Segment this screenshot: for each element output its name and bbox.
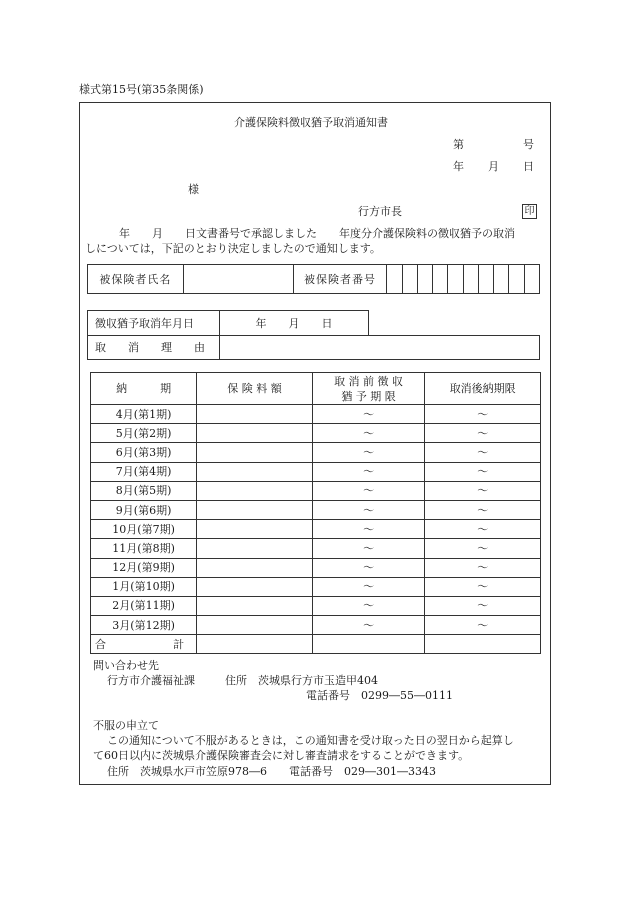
total-amount [197, 635, 313, 654]
before-deadline-cell: ～ [312, 596, 425, 615]
insured-number-digit [524, 265, 539, 294]
before-deadline-cell: ～ [312, 558, 425, 577]
total-after [425, 635, 541, 654]
cancel-reason-field [220, 336, 540, 360]
period-cell: 4月(第1期) [91, 405, 197, 424]
before-deadline-cell: ～ [312, 462, 425, 481]
after-deadline-cell: ～ [425, 596, 541, 615]
body-text-line-1: 年 月 日文書番号で承認しました 年度分介護保険料の徴収猶予の取消 [119, 227, 515, 240]
body-text-line-2: しについては，下記のとおり決定しましたので通知します。 [85, 242, 381, 255]
document-title: 介護保険料徴収猶予取消通知書 [234, 116, 388, 129]
period-cell: 5月(第2期) [91, 424, 197, 443]
insured-name-label: 被保険者氏名 [88, 265, 184, 294]
appeal-heading: 不服の申立て [93, 719, 159, 732]
cancel-date-blank [369, 311, 540, 336]
amount-cell [197, 539, 313, 558]
total-label [91, 635, 197, 654]
total-before [312, 635, 425, 654]
insured-number-digit [463, 265, 478, 294]
period-cell: 7月(第4期) [91, 462, 197, 481]
period-cell: 8月(第5期) [91, 481, 197, 500]
table-row [91, 405, 541, 424]
doc-number-dai: 第 [453, 138, 464, 151]
contact-dept: 行方市介護福祉課 [107, 674, 195, 687]
total-label-1: 合 [95, 637, 106, 651]
amount-cell [197, 405, 313, 424]
payment-schedule-table [90, 372, 541, 654]
amount-cell [197, 558, 313, 577]
period-cell: 11月(第8期) [91, 539, 197, 558]
after-deadline-cell: ～ [425, 424, 541, 443]
table-row [91, 577, 541, 596]
cancel-date-value: 年 月 日 [220, 311, 369, 336]
appeal-line-3: 住所 茨城県水戸市笠原978―6 電話番号 029―301―3343 [107, 765, 436, 778]
insured-number-digit [478, 265, 493, 294]
amount-cell [197, 462, 313, 481]
header-before-deadline [312, 373, 425, 405]
table-row [91, 443, 541, 462]
cancel-info-table [87, 310, 540, 360]
table-row [91, 558, 541, 577]
after-deadline-cell: ～ [425, 539, 541, 558]
addressee-sama: 様 [188, 183, 199, 196]
table-row [91, 481, 541, 500]
period-cell: 1月(第10期) [91, 577, 197, 596]
issue-date-month: 月 [488, 160, 499, 173]
table-row [91, 500, 541, 519]
form-number: 様式第15号(第35条関係) [79, 83, 204, 96]
table-row [91, 424, 541, 443]
appeal-line-1: この通知について不服があるときは，この通知書を受け取った日の翌日から起算し [107, 734, 514, 747]
table-row [91, 616, 541, 635]
header-before-line-1: 取 消 前 徴 収 [334, 374, 404, 388]
after-deadline-cell: ～ [425, 481, 541, 500]
contact-phone: 電話番号 0299―55―0111 [306, 689, 453, 702]
amount-cell [197, 577, 313, 596]
mayor-name: 行方市長 [358, 205, 402, 218]
after-deadline-cell: ～ [425, 462, 541, 481]
insured-number-label: 被保険者番号 [293, 265, 387, 294]
seal-mark: 印 [522, 204, 537, 219]
after-deadline-cell: ～ [425, 520, 541, 539]
before-deadline-cell: ～ [312, 405, 425, 424]
period-cell: 9月(第6期) [91, 500, 197, 519]
before-deadline-cell: ～ [312, 616, 425, 635]
table-row [91, 539, 541, 558]
after-deadline-cell: ～ [425, 558, 541, 577]
amount-cell [197, 520, 313, 539]
before-deadline-cell: ～ [312, 577, 425, 596]
after-deadline-cell: ～ [425, 443, 541, 462]
after-deadline-cell: ～ [425, 405, 541, 424]
after-deadline-cell: ～ [425, 577, 541, 596]
cancel-reason-label: 取 消 理 由 [88, 336, 220, 360]
period-cell: 6月(第3期) [91, 443, 197, 462]
issue-date-day: 日 [523, 160, 534, 173]
insured-number-digit [402, 265, 417, 294]
amount-cell [197, 596, 313, 615]
period-cell: 2月(第11期) [91, 596, 197, 615]
total-label-2: 計 [173, 637, 185, 651]
contact-heading: 問い合わせ先 [93, 659, 159, 672]
appeal-line-2: て60日以内に茨城県介護保険審査会に対し審査請求をすることができます。 [93, 749, 470, 762]
amount-cell [197, 500, 313, 519]
period-cell: 12月(第9期) [91, 558, 197, 577]
table-row [91, 462, 541, 481]
after-deadline-cell: ～ [425, 500, 541, 519]
before-deadline-cell: ～ [312, 481, 425, 500]
period-cell: 3月(第12期) [91, 616, 197, 635]
before-deadline-cell: ～ [312, 424, 425, 443]
after-deadline-cell: ～ [425, 616, 541, 635]
header-amount: 保 険 料 額 [197, 373, 313, 405]
issue-date-year: 年 [453, 160, 464, 173]
before-deadline-cell: ～ [312, 520, 425, 539]
amount-cell [197, 424, 313, 443]
insured-info-table [87, 264, 540, 294]
amount-cell [197, 481, 313, 500]
before-deadline-cell: ～ [312, 539, 425, 558]
insured-number-digit [433, 265, 448, 294]
insured-name-field [183, 265, 293, 294]
insured-number-digit [387, 265, 402, 294]
insured-number-digit [448, 265, 463, 294]
header-before-line-2: 猶 予 期 限 [341, 389, 396, 403]
before-deadline-cell: ～ [312, 500, 425, 519]
doc-number-go: 号 [523, 138, 534, 151]
cancel-date-label: 徴収猶予取消年月日 [88, 311, 220, 336]
period-cell: 10月(第7期) [91, 520, 197, 539]
insured-number-digit [509, 265, 524, 294]
before-deadline-cell: ～ [312, 443, 425, 462]
amount-cell [197, 443, 313, 462]
amount-cell [197, 616, 313, 635]
insured-number-digit [494, 265, 509, 294]
table-row [91, 596, 541, 615]
table-row [91, 520, 541, 539]
insured-number-digit [417, 265, 432, 294]
header-period: 納 期 [91, 373, 197, 405]
header-after-deadline: 取消後納期限 [425, 373, 541, 405]
contact-address: 住所 茨城県行方市玉造甲404 [225, 674, 378, 687]
